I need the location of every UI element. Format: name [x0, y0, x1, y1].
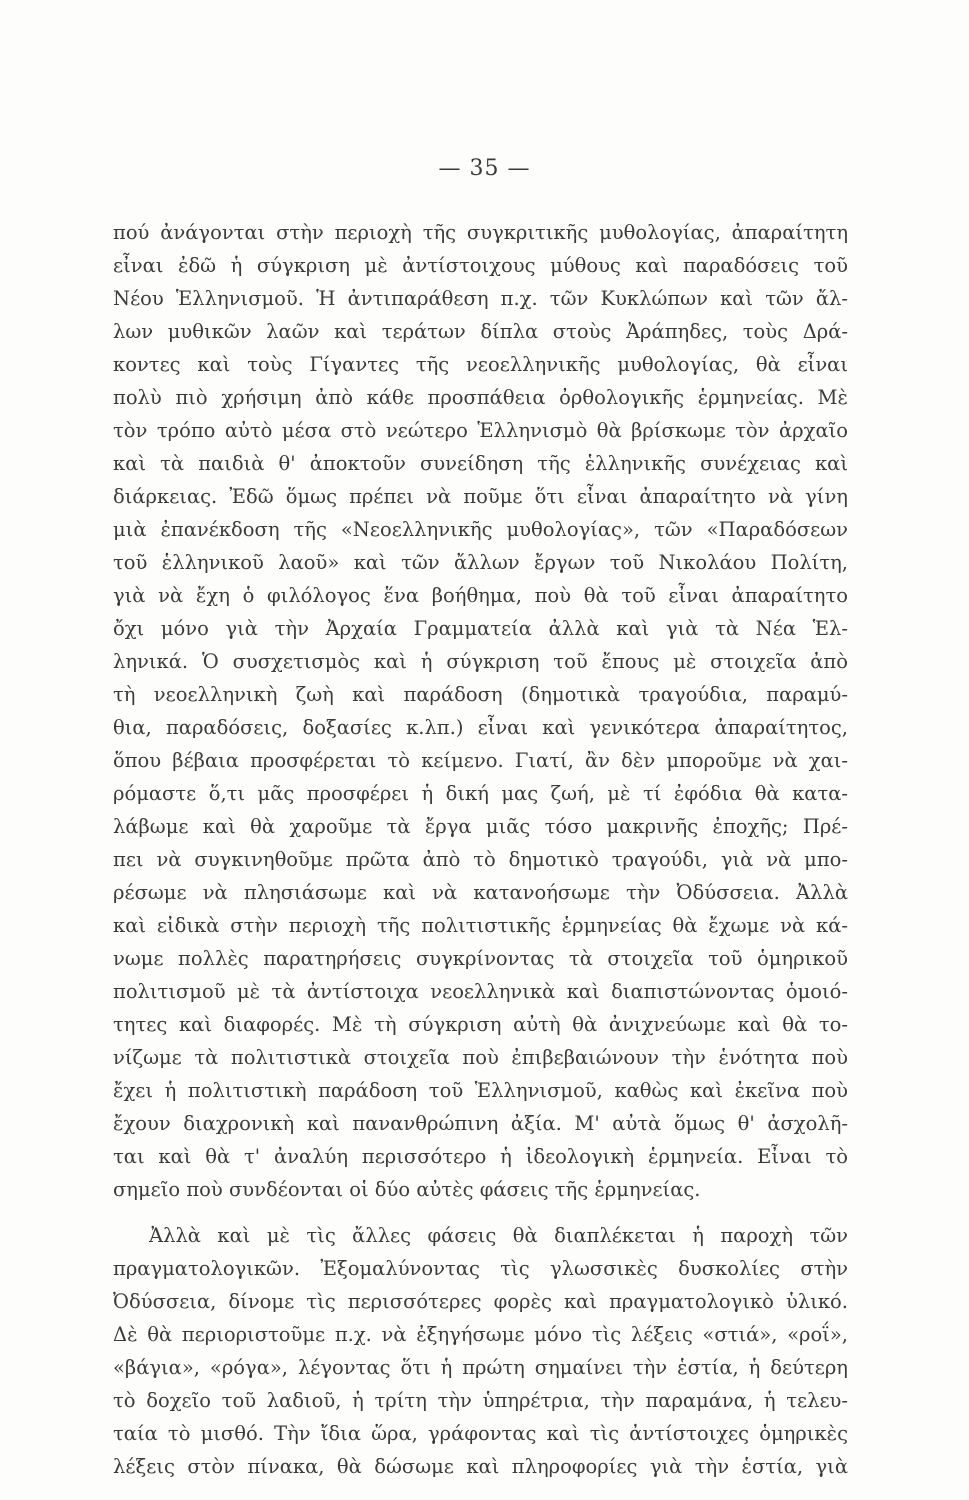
- text-line: ται καὶ θὰ τ' ἀναλύη περισσότερο ἡ ἰδεολογικὴ ἑρμηνεία. Εἶναι τὸ: [113, 1145, 848, 1168]
- text-line: «βάγια», «ρόγα», λέγοντας ὅτι ἡ πρώτη σημαίνει τὴν ἑστία, ἡ δεύτερη: [113, 1356, 848, 1379]
- text-line: ρόμαστε ὅ,τι μᾶς προσφέρει ἡ δική μας ζωή, μὲ τί ἐφόδια θὰ κατα-: [113, 782, 848, 805]
- text-line: Δὲ θὰ περιοριστοῦμε π.χ. νὰ ἐξηγήσωμε μόνο τὶς λέξεις «στιά», «ροΐ»,: [113, 1323, 848, 1346]
- text-line: τοῦ ἑλληνικοῦ λαοῦ» καὶ τῶν ἄλλων ἔργων τοῦ Νικολάου Πολίτη,: [113, 551, 848, 574]
- page-number: — 35 —: [438, 156, 531, 181]
- text-line: Νέου Ἑλληνισμοῦ. Ἡ ἀντιπαράθεση π.χ. τῶν Κυκλώπων καὶ τῶν ἄλ-: [113, 287, 848, 310]
- text-line: λάβωμε καὶ θὰ χαροῦμε τὰ ἔργα μιᾶς τόσο μακρινῆς ἐποχῆς; Πρέ-: [113, 815, 848, 838]
- text-line: σημεῖο ποὺ συνδέονται οἱ δύο αὐτὲς φάσεις τῆς ἑρμηνείας.: [113, 1178, 701, 1201]
- text-line: νωμε πολλὲς παρατηρήσεις συγκρίνοντας τὰ στοιχεῖα τοῦ ὁμηρικοῦ: [113, 947, 848, 970]
- text-line: ταία τὸ μισθό. Τὴν ἴδια ὥρα, γράφοντας καὶ τὶς ἀντίστοιχες ὁμηρικὲς: [113, 1422, 848, 1445]
- text-line: καὶ εἰδικὰ στὴν περιοχὴ τῆς πολιτιστικῆς ἑρμηνείας θὰ ἔχωμε νὰ κά-: [113, 914, 848, 937]
- text-line: ρέσωμε νὰ πλησιάσωμε καὶ νὰ κατανοήσωμε τὴν Ὀδύσσεια. Ἀλλὰ: [113, 881, 848, 904]
- text-line: λων μυθικῶν λαῶν καὶ τεράτων δίπλα στοὺς Ἀράπηδες, τοὺς Δρά-: [113, 320, 848, 343]
- text-line: τὸ δοχεῖο τοῦ λαδιοῦ, ἡ τρίτη τὴν ὑπηρέτρια, τὴν παραμάνα, ἡ τελευ-: [113, 1389, 848, 1412]
- text-line: πολιτισμοῦ μὲ τὰ ἀντίστοιχα νεοελληνικὰ καὶ διαπιστώνοντας ὁμοιό-: [113, 980, 848, 1003]
- text-line: Ὀδύσσεια, δίνομε τὶς περισσότερες φορὲς καὶ πραγματολογικὸ ὑλικό.: [113, 1290, 848, 1313]
- paragraph-2: [113, 1219, 848, 1483]
- text-line: ἔχει ἡ πολιτιστικὴ παράδοση τοῦ Ἑλληνισμοῦ, καθὼς καὶ ἐκεῖνα ποὺ: [113, 1079, 848, 1102]
- paragraph-1: [113, 216, 848, 1206]
- text-line: μιὰ ἐπανέκδοση τῆς «Νεοελληνικῆς μυθολογίας», τῶν «Παραδόσεων: [113, 518, 848, 541]
- text-line: ὄχι μόνο γιὰ τὴν Ἀρχαία Γραμματεία ἀλλὰ καὶ γιὰ τὰ Νέα Ἑλ-: [113, 617, 848, 640]
- text-line: γιὰ νὰ ἔχη ὁ φιλόλογος ἕνα βοήθημα, ποὺ θὰ τοῦ εἶναι ἀπαραίτητο: [113, 584, 848, 607]
- text-line: Ἀλλὰ καὶ μὲ τὶς ἄλλες φάσεις θὰ διαπλέκεται ἡ παροχὴ τῶν: [149, 1224, 848, 1247]
- text-line: τητες καὶ διαφορές. Μὲ τὴ σύγκριση αὐτὴ θὰ ἀνιχνεύωμε καὶ θὰ το-: [113, 1013, 848, 1036]
- text-line: εἶναι ἐδῶ ἡ σύγκριση μὲ ἀντίστοιχους μύθους καὶ παραδόσεις τοῦ: [113, 254, 848, 277]
- text-line: τὴ νεοελληνικὴ ζωὴ καὶ παράδοση (δημοτικὰ τραγούδια, παραμύ-: [113, 683, 848, 706]
- text-line: τὸν τρόπο αὐτὸ μέσα στὸ νεώτερο Ἑλληνισμὸ θὰ βρίσκωμε τὸν ἀρχαῖο: [113, 419, 848, 442]
- text-line: πραγματολογικῶν. Ἐξομαλύνοντας τὶς γλωσσικὲς δυσκολίες στὴν: [113, 1257, 848, 1280]
- text-line: πού ἀνάγονται στὴν περιοχὴ τῆς συγκριτικῆς μυθολογίας, ἀπαραίτητη: [113, 221, 848, 244]
- text-line: θια, παραδόσεις, δοξασίες κ.λπ.) εἶναι καὶ γενικότερα ἀπαραίτητος,: [113, 716, 848, 739]
- paragraph-gap: [113, 1206, 848, 1219]
- text-line: νίζωμε τὰ πολιτιστικὰ στοιχεῖα ποὺ ἐπιβεβαιώνουν τὴν ἑνότητα ποὺ: [113, 1046, 848, 1069]
- text-line: ὅπου βέβαια προσφέρεται τὸ κείμενο. Γιατί, ἂν δὲν μποροῦμε νὰ χαι-: [113, 749, 848, 772]
- text-line: πει νὰ συγκινηθοῦμε πρῶτα ἀπὸ τὸ δημοτικὸ τραγούδι, γιὰ νὰ μπο-: [113, 848, 848, 871]
- text-line: διάρκειας. Ἐδῶ ὅμως πρέπει νὰ ποῦμε ὅτι εἶναι ἀπαραίτητο νὰ γίνη: [113, 485, 848, 508]
- body-text: [113, 216, 848, 1483]
- text-line: λέξεις στὸν πίνακα, θὰ δώσωμε καὶ πληροφορίες γιὰ τὴν ἑστία, γιὰ: [113, 1455, 848, 1478]
- text-line: πολὺ πιὸ χρήσιμη ἀπὸ κάθε προσπάθεια ὀρθολογικῆς ἑρμηνείας. Μὲ: [113, 386, 848, 409]
- text-line: κοντες καὶ τοὺς Γίγαντες τῆς νεοελληνικῆς μυθολογίας, θὰ εἶναι: [113, 353, 848, 376]
- text-line: ἔχουν διαχρονικὴ καὶ πανανθρώπινη ἀξία. Μ' αὐτὰ ὅμως θ' ἀσχολῆ-: [113, 1112, 848, 1135]
- text-line: καὶ τὰ παιδιὰ θ' ἀποκτοῦν συνείδηση τῆς ἑλληνικῆς συνέχειας καὶ: [113, 452, 848, 475]
- text-line: ληνικά. Ὁ συσχετισμὸς καὶ ἡ σύγκριση τοῦ ἔπους μὲ στοιχεῖα ἀπὸ: [113, 650, 848, 673]
